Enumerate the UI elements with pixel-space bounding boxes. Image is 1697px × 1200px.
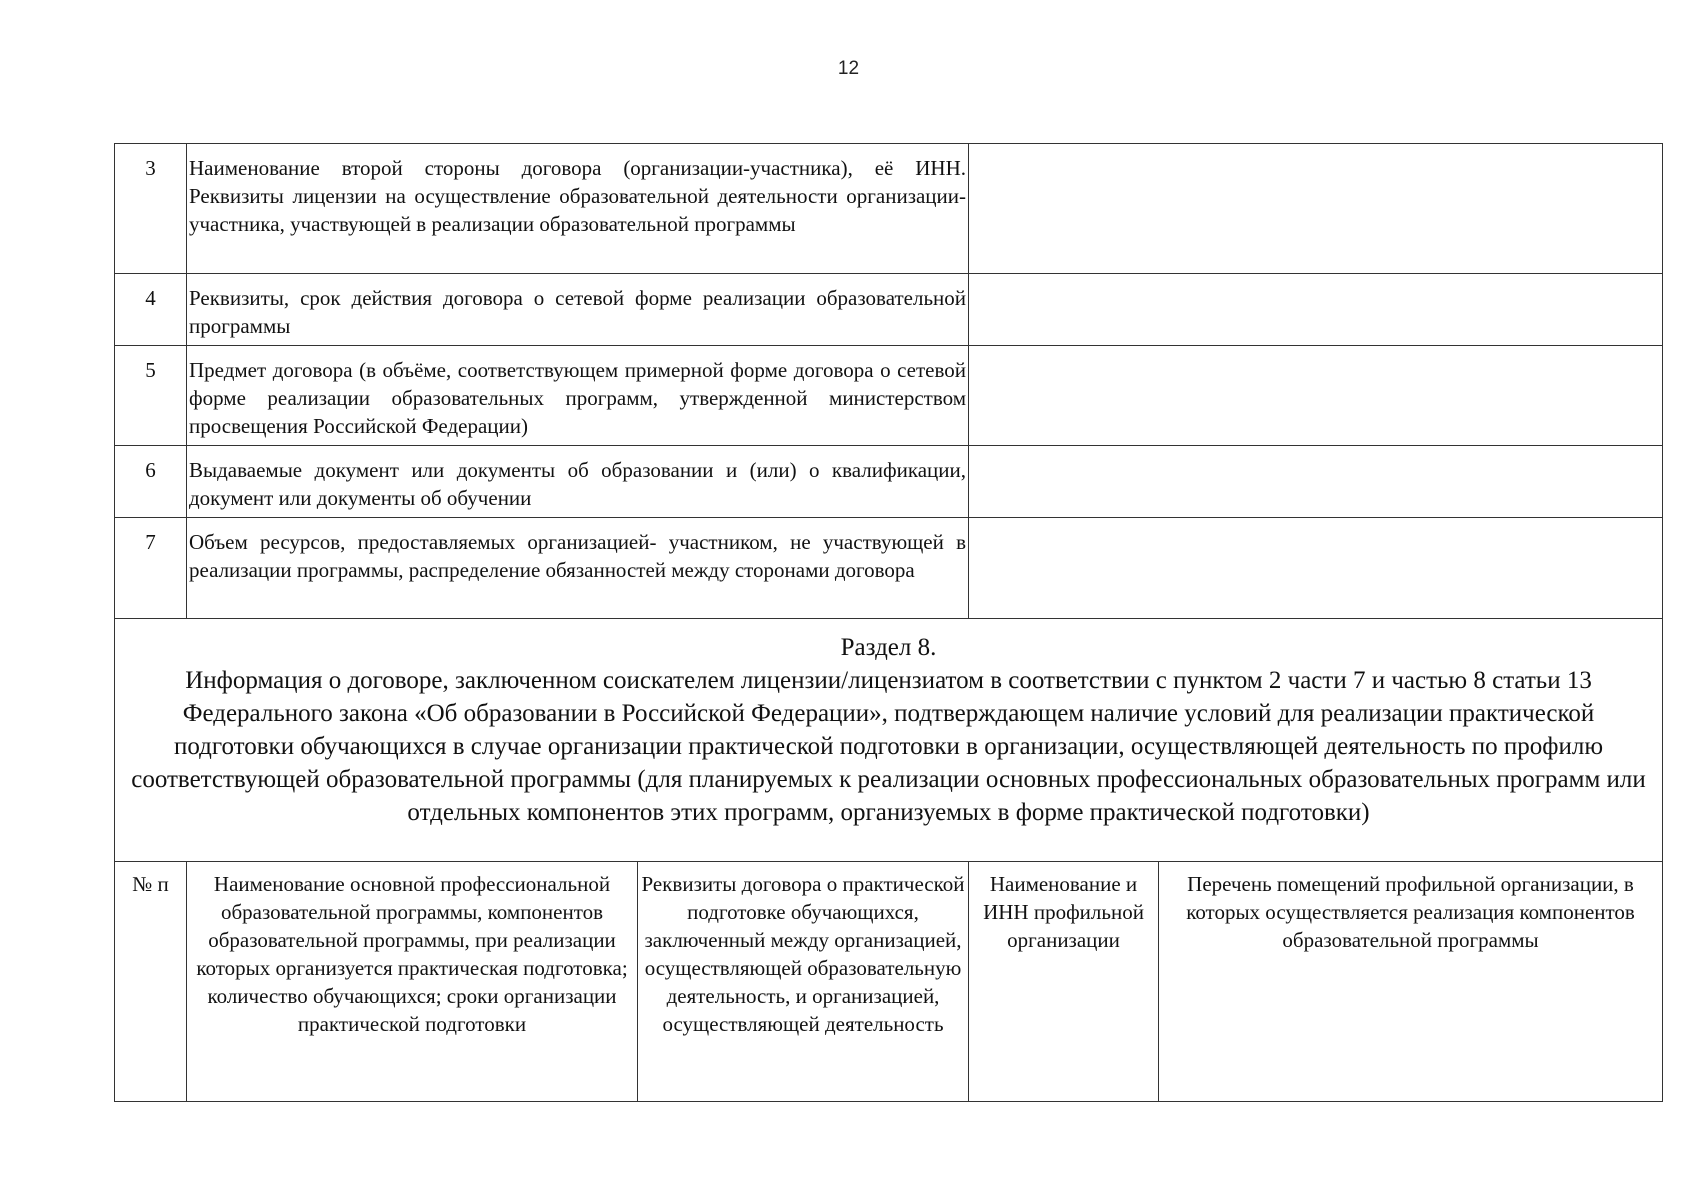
- column-header-number: № п: [115, 862, 187, 1102]
- row-value[interactable]: [969, 346, 1663, 446]
- page-number: 12: [837, 58, 860, 79]
- table-row: [115, 274, 1663, 346]
- section-title: Раздел 8.: [840, 634, 937, 661]
- row-value[interactable]: [969, 518, 1663, 619]
- column-header-premises: Перечень помещений профильной организации, в которых осуществляется реализация компонентов образовательной программы: [1159, 862, 1663, 1102]
- column-header-organization: Наименование и ИНН профильной организации: [969, 862, 1159, 1102]
- row-description: Предмет договора (в объёме, соответствующем примерной форме договора о сетевой форме реализации образовательных программ, утвержденной министерством просвещения Российской Федерации): [187, 346, 969, 446]
- row-description: Наименование второй стороны договора (организации-участника), её ИНН. Реквизиты лицензии на осуществление образовательной деятельности организации-участника, участвующей в реализации образовательной программы: [187, 144, 969, 274]
- row-value[interactable]: [969, 446, 1663, 518]
- column-header-row: [115, 862, 1663, 1102]
- row-number: 5: [115, 346, 187, 446]
- table-row: [115, 446, 1663, 518]
- column-header-program: Наименование основной профессиональной образовательной программы, компонентов образовательной программы, при реализации которых организуется практическая подготовка; количество обучающихся; сроки организации практической подготовки: [187, 862, 638, 1102]
- row-value[interactable]: [969, 144, 1663, 274]
- row-number: 6: [115, 446, 187, 518]
- row-description: Объем ресурсов, предоставляемых организацией- участником, не участвующей в реализации программы, распределение обязанностей между сторонами договора: [187, 518, 969, 619]
- table-row: [115, 144, 1663, 274]
- row-description: Выдаваемые документ или документы об образовании и (или) о квалификации, документ или документы об обучении: [187, 446, 969, 518]
- section-row: [115, 619, 1663, 862]
- section-header: [115, 619, 1663, 862]
- section-description: Информация о договоре, заключенном соискателем лицензии/лицензиатом в соответствии с пунктом 2 части 7 и частью 8 статьи 13 Федерального закона «Об образовании в Российской Федерации», подтверждающем наличие условий для реализации практической подготовки обучающихся в случае организации практической подготовки в организации, осуществляющей деятельность по профилю соответствующей образовательной программы (для планируемых к реализации основных профессиональных образовательных программ или отдельных компонентов этих программ, организуемых в форме практической подготовки): [131, 667, 1646, 826]
- table-row: [115, 518, 1663, 619]
- row-number: 4: [115, 274, 187, 346]
- row-number: 7: [115, 518, 187, 619]
- table-row: [115, 346, 1663, 446]
- row-description: Реквизиты, срок действия договора о сетевой форме реализации образовательной программы: [187, 274, 969, 346]
- column-header-contract: Реквизиты договора о практической подготовке обучающихся, заключенный между организацией, осуществляющей образовательную деятельность, и организацией, осуществляющей деятельность: [638, 862, 969, 1102]
- row-value[interactable]: [969, 274, 1663, 346]
- document-table: [114, 143, 1663, 1102]
- row-number: 3: [115, 144, 187, 274]
